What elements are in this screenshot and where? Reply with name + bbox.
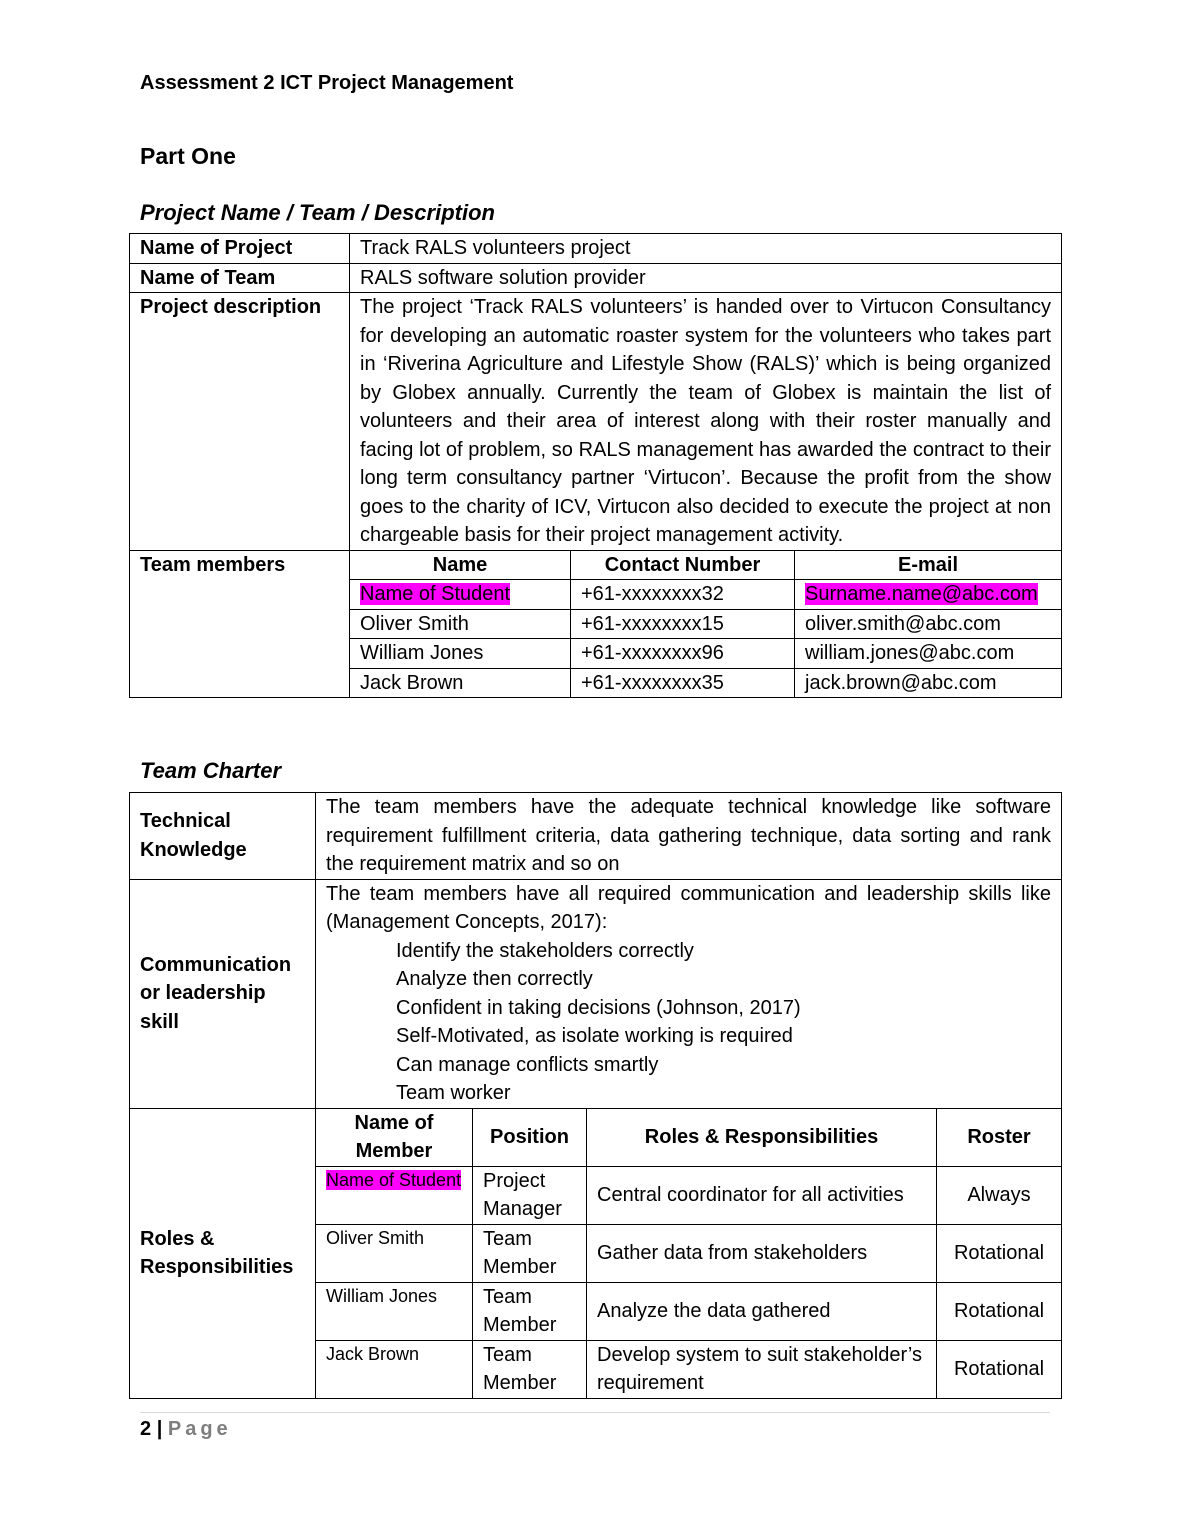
list-item: Identify the stakeholders correctly	[396, 939, 694, 962]
highlighted-text: Surname.name@abc.com	[805, 583, 1038, 605]
value-name-of-project: Track RALS volunteers project	[350, 234, 1062, 264]
member-position: Team Member	[473, 1224, 587, 1282]
column-header-roster: Roster	[937, 1108, 1062, 1166]
member-role: Develop system to suit stakeholder’s requirement	[587, 1340, 937, 1398]
member-name: Oliver Smith	[350, 609, 571, 639]
column-header-name: Name	[350, 550, 571, 580]
value-name-of-team: RALS software solution provider	[350, 263, 1062, 293]
member-name: William Jones	[316, 1282, 473, 1340]
page-footer	[140, 1418, 232, 1441]
footer-divider	[140, 1412, 1050, 1413]
section-title-project: Project Name / Team / Description	[140, 200, 495, 225]
table-row	[130, 263, 1062, 293]
member-email: oliver.smith@abc.com	[795, 609, 1062, 639]
column-header-email: E-mail	[795, 550, 1062, 580]
label-name-of-project: Name of Project	[130, 234, 350, 264]
member-contact: +61-xxxxxxxx96	[571, 639, 795, 669]
list-item: Team worker	[396, 1082, 511, 1104]
table-row	[130, 793, 1062, 880]
communication-intro: The team members have all required communication and leadership skills like (Management Concepts, 2017):	[326, 882, 1051, 933]
member-role: Analyze the data gathered	[587, 1282, 937, 1340]
label-roles-responsibilities: Roles & Responsibilities	[130, 1108, 316, 1398]
skill-list	[326, 937, 1051, 1108]
member-contact: +61-xxxxxxxx32	[571, 580, 795, 610]
value-project-description: The project ‘Track RALS volunteers’ is handed over to Virtucon Consultancy for developing an automatic roaster system for the volunteers who takes part in ‘Riverina Agriculture and Lifestyle Show (RALS)’ which is being organized by Globex annually. Currently the team of Globex is maintain the list of volunteers and their area of interest along with their roster manually and facing lot of problem, so RALS management has awarded the contract to their long term consultancy partner ‘Virtucon’. Because the profit from the show goes to the charity of ICV, Virtucon also decided to execute the project at non chargeable basis for their project management activity.	[350, 293, 1062, 551]
member-email: william.jones@abc.com	[795, 639, 1062, 669]
member-position: Team Member	[473, 1282, 587, 1340]
member-name: Jack Brown	[316, 1340, 473, 1398]
label-team-members: Team members	[130, 550, 350, 698]
document-header-title: Assessment 2 ICT Project Management	[140, 72, 514, 94]
list-item: Analyze then correctly	[396, 968, 593, 990]
table-row	[130, 234, 1062, 264]
page-label: Page	[167, 1418, 232, 1440]
highlighted-text: Name of Student	[326, 1169, 462, 1190]
member-roster: Rotational	[937, 1340, 1062, 1398]
member-position: Project Manager	[473, 1166, 587, 1224]
value-technical-knowledge: The team members have the adequate technical knowledge like software requirement fulfillment criteria, data gathering technique, data sorting and rank the requirement matrix and so on	[316, 793, 1062, 880]
footer-separator: |	[156, 1418, 163, 1440]
member-name	[316, 1166, 473, 1224]
label-project-description: Project description	[130, 293, 350, 551]
project-info-table	[129, 233, 1062, 698]
member-email: jack.brown@abc.com	[795, 668, 1062, 698]
member-contact: +61-xxxxxxxx15	[571, 609, 795, 639]
label-name-of-team: Name of Team	[130, 263, 350, 293]
page-number: 2	[140, 1418, 152, 1440]
table-row	[130, 293, 1062, 551]
team-charter-table	[129, 792, 1062, 1399]
label-technical-knowledge: Technical Knowledge	[130, 793, 316, 880]
column-header-member: Name of Member	[316, 1108, 473, 1166]
list-item: Can manage conflicts smartly	[396, 1053, 659, 1076]
list-item: Confident in taking decisions (Johnson, 2017)	[396, 996, 801, 1019]
member-email	[795, 580, 1062, 610]
member-roster: Rotational	[937, 1224, 1062, 1282]
member-position: Team Member	[473, 1340, 587, 1398]
highlighted-text: Name of Student	[360, 583, 511, 605]
section-title-team-charter: Team Charter	[140, 758, 282, 783]
member-name: Oliver Smith	[316, 1224, 473, 1282]
part-title: Part One	[140, 143, 236, 169]
member-roster: Always	[937, 1166, 1062, 1224]
column-header-position: Position	[473, 1108, 587, 1166]
label-communication-skill: Communication or leadership skill	[130, 879, 316, 1108]
column-header-contact: Contact Number	[571, 550, 795, 580]
column-header-roles: Roles & Responsibilities	[587, 1108, 937, 1166]
member-contact: +61-xxxxxxxx35	[571, 668, 795, 698]
member-role: Gather data from stakeholders	[587, 1224, 937, 1282]
list-item: Self-Motivated, as isolate working is required	[396, 1025, 793, 1047]
member-name: William Jones	[350, 639, 571, 669]
table-row	[130, 879, 1062, 1108]
roles-header-row	[130, 1108, 1062, 1166]
member-role: Central coordinator for all activities	[587, 1166, 937, 1224]
member-name: Jack Brown	[350, 668, 571, 698]
member-name	[350, 580, 571, 610]
team-members-header-row	[130, 550, 1062, 580]
member-roster: Rotational	[937, 1282, 1062, 1340]
value-communication-skill	[316, 879, 1062, 1108]
